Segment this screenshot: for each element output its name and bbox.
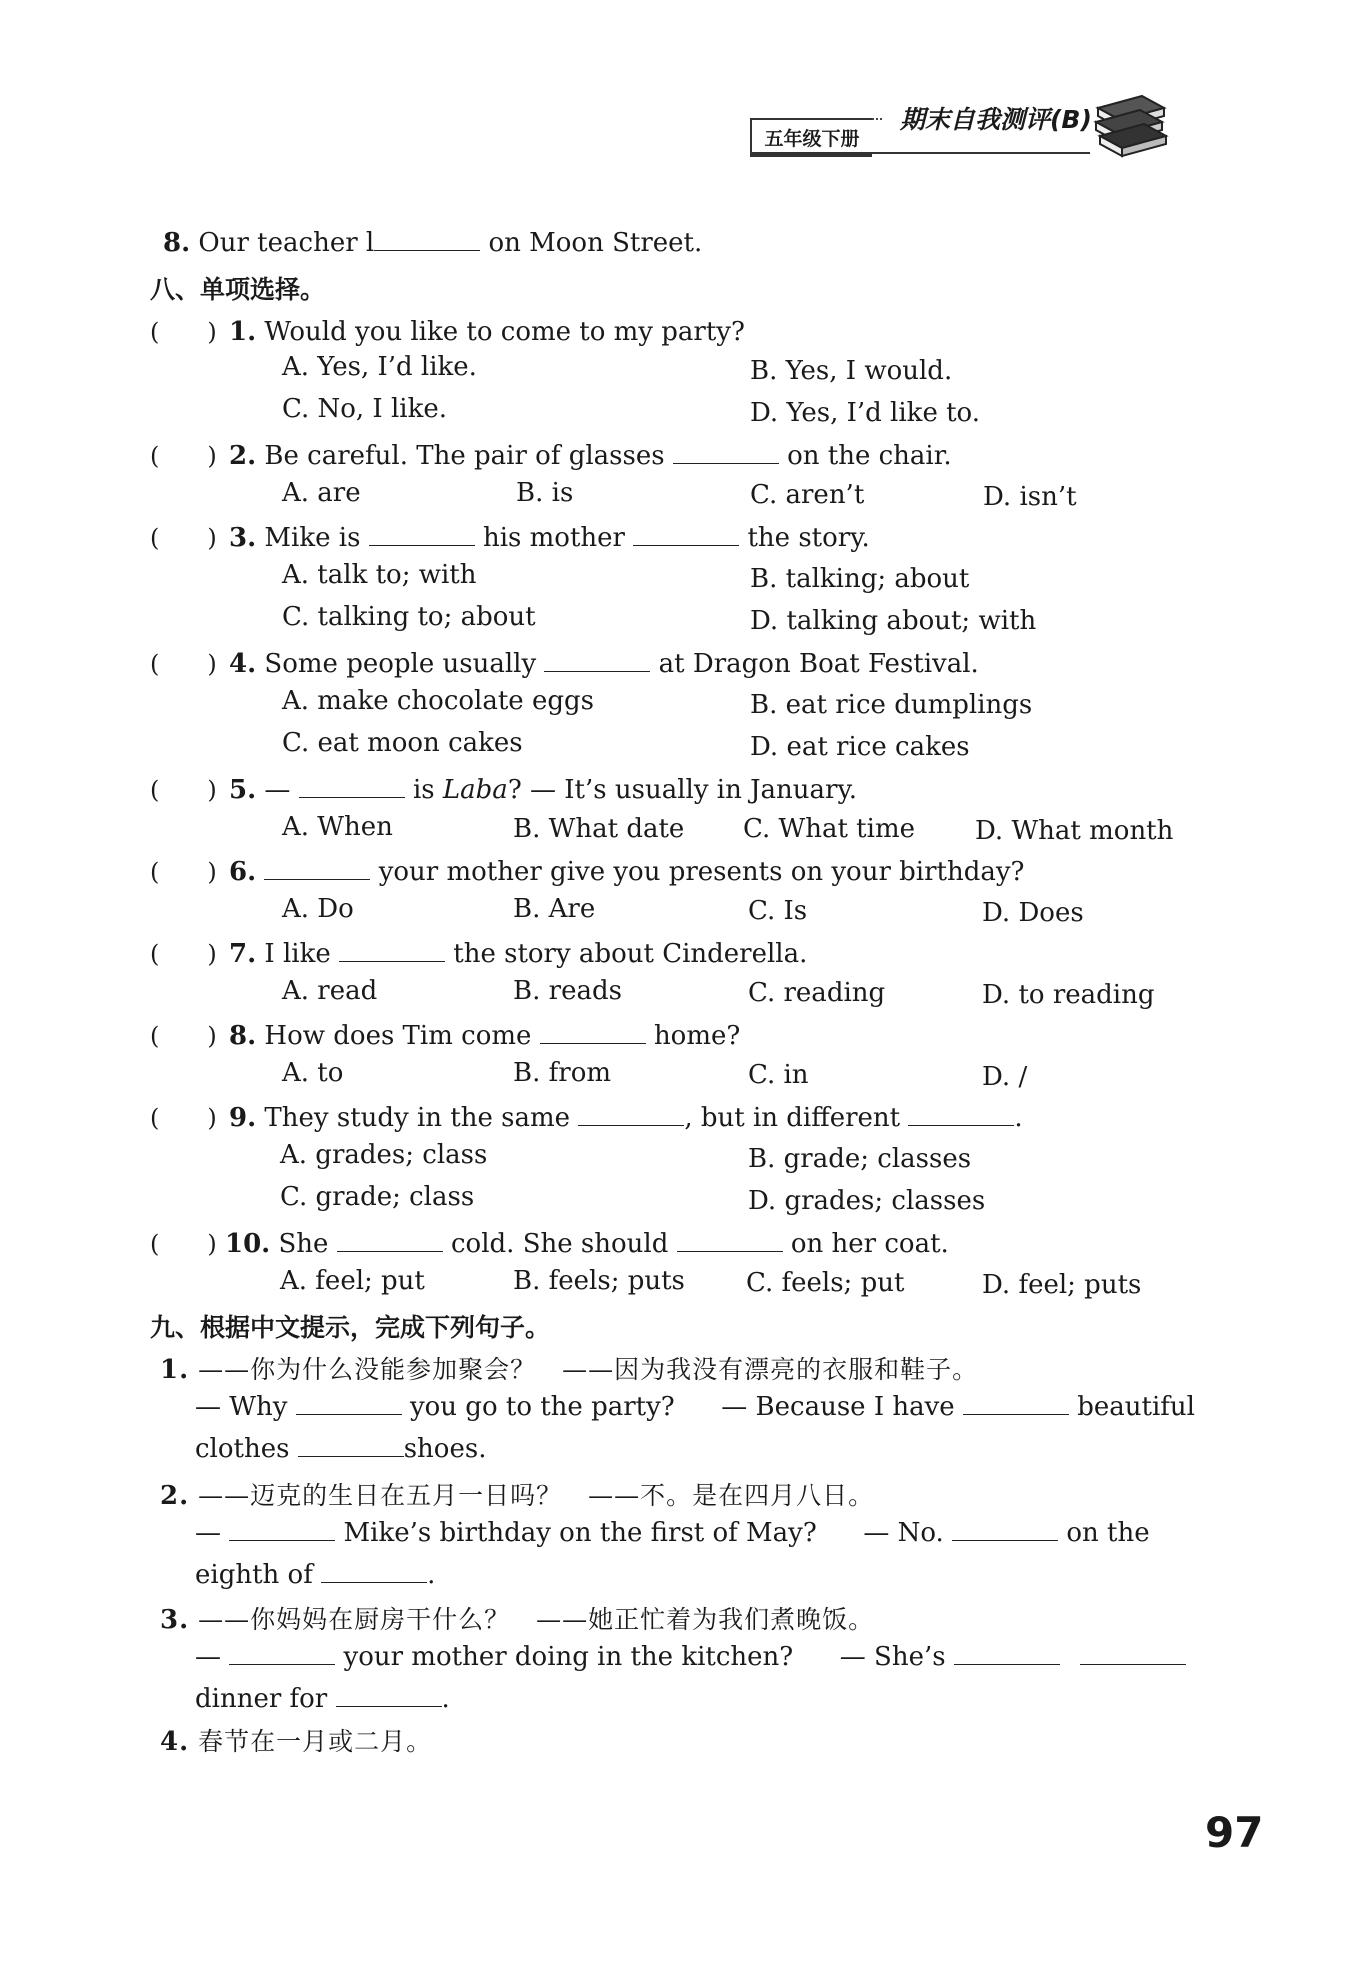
line-text-b: . bbox=[427, 1560, 436, 1590]
option-b[interactable]: B. Are bbox=[513, 894, 596, 924]
question-7 bbox=[150, 934, 807, 969]
answer-blank[interactable] bbox=[339, 939, 445, 962]
answer-blank[interactable] bbox=[337, 1229, 443, 1252]
option-a[interactable]: A. When bbox=[282, 812, 393, 842]
line-text-a: — bbox=[195, 1642, 221, 1672]
translate-item-1-line1 bbox=[195, 1392, 1195, 1422]
question-stem-b: , but in different bbox=[684, 1103, 901, 1133]
answer-blank[interactable] bbox=[540, 1021, 646, 1044]
question-stem-a: I like bbox=[264, 939, 331, 969]
option-d[interactable]: D. Yes, I’d like to. bbox=[750, 398, 981, 428]
answer-paren[interactable]: ( ) bbox=[150, 442, 217, 470]
line-text-c: — She’s bbox=[839, 1642, 946, 1672]
chinese-prompt: ——你妈妈在厨房干什么？ ——她正忙着为我们煮晚饭。 bbox=[198, 1605, 875, 1634]
answer-blank[interactable] bbox=[321, 1560, 427, 1583]
answer-blank[interactable] bbox=[298, 1434, 404, 1457]
question-stem-c: the story. bbox=[747, 523, 870, 553]
line-text-a: clothes bbox=[195, 1434, 290, 1464]
option-a[interactable]: A. Do bbox=[282, 894, 354, 924]
item-text-a: Our teacher l bbox=[198, 228, 375, 258]
answer-paren[interactable]: ( ) bbox=[150, 1104, 217, 1132]
option-c[interactable]: C. reading bbox=[748, 978, 886, 1008]
question-number: 4. bbox=[229, 649, 257, 679]
question-stem-b: is bbox=[412, 775, 435, 805]
answer-blank[interactable] bbox=[673, 441, 779, 464]
option-d[interactable]: D. / bbox=[982, 1062, 1028, 1092]
option-c[interactable]: C. eat moon cakes bbox=[282, 728, 523, 758]
chinese-prompt: 春节在一月或二月。 bbox=[198, 1727, 433, 1756]
option-d[interactable]: D. isn’t bbox=[983, 482, 1077, 512]
question-1 bbox=[150, 312, 745, 347]
question-number: 9. bbox=[229, 1103, 257, 1133]
line-text-c: — Because I have bbox=[721, 1392, 955, 1422]
option-a[interactable]: A. grades; class bbox=[280, 1140, 488, 1170]
item-number: 4. bbox=[160, 1727, 190, 1757]
answer-paren[interactable]: ( ) bbox=[150, 776, 217, 804]
question-9 bbox=[150, 1098, 1023, 1133]
answer-blank[interactable] bbox=[963, 1392, 1069, 1415]
translate-item-2-line2 bbox=[195, 1560, 435, 1590]
line-text-d: beautiful bbox=[1077, 1392, 1195, 1422]
option-d[interactable]: D. eat rice cakes bbox=[750, 732, 970, 762]
option-b[interactable]: B. talking; about bbox=[750, 564, 970, 594]
answer-blank[interactable] bbox=[374, 228, 480, 251]
option-d[interactable]: D. Does bbox=[982, 898, 1084, 928]
answer-blank[interactable] bbox=[1080, 1642, 1186, 1665]
translate-item-3-line1 bbox=[195, 1642, 1186, 1672]
question-number: 10. bbox=[225, 1229, 271, 1259]
line-text-a: — bbox=[195, 1518, 221, 1548]
answer-blank[interactable] bbox=[908, 1103, 1014, 1126]
option-c[interactable]: C. Is bbox=[748, 896, 808, 926]
option-c[interactable]: C. What time bbox=[743, 814, 915, 844]
item-number: 3. bbox=[160, 1605, 190, 1635]
question-stem-a: Some people usually bbox=[264, 649, 537, 679]
answer-paren[interactable]: ( ) bbox=[150, 524, 217, 552]
question-number: 6. bbox=[229, 857, 257, 887]
question-stem-b: home? bbox=[653, 1021, 741, 1051]
option-b[interactable]: B. What date bbox=[513, 814, 685, 844]
translate-item-2-chinese bbox=[160, 1476, 874, 1512]
option-c[interactable]: C. in bbox=[748, 1060, 809, 1090]
line-text-b: your mother doing in the kitchen? bbox=[343, 1642, 794, 1672]
page-number: 97 bbox=[1205, 1808, 1264, 1857]
question-stem: Would you like to come to my party? bbox=[264, 317, 745, 347]
item-number: 8. bbox=[163, 228, 191, 258]
option-a[interactable]: A. read bbox=[282, 976, 378, 1006]
line-text-d: on the bbox=[1066, 1518, 1150, 1548]
line-text-a: dinner for bbox=[195, 1684, 328, 1714]
option-b[interactable]: B. eat rice dumplings bbox=[750, 690, 1033, 720]
answer-blank[interactable] bbox=[336, 1684, 442, 1707]
books-icon bbox=[1090, 88, 1170, 164]
fill-item-8 bbox=[163, 228, 702, 258]
section-heading-translate: 九、根据中文提示，完成下列句子。 bbox=[150, 1313, 551, 1342]
question-number: 8. bbox=[229, 1021, 257, 1051]
question-number: 3. bbox=[229, 523, 257, 553]
question-stem-a: She bbox=[278, 1229, 329, 1259]
answer-paren[interactable]: ( ) bbox=[150, 318, 217, 346]
question-number: 5. bbox=[229, 775, 257, 805]
answer-blank[interactable] bbox=[369, 523, 475, 546]
question-4 bbox=[150, 644, 979, 679]
line-text-b: you go to the party? bbox=[409, 1392, 675, 1422]
question-stem-b: cold. She should bbox=[450, 1229, 669, 1259]
question-stem-a: Mike is bbox=[264, 523, 361, 553]
section-heading-choice: 八、单项选择。 bbox=[150, 275, 326, 304]
question-stem-b: his mother bbox=[482, 523, 625, 553]
question-stem-b: the story about Cinderella. bbox=[453, 939, 808, 969]
question-2 bbox=[150, 436, 952, 471]
answer-blank[interactable] bbox=[578, 1103, 684, 1126]
option-a[interactable]: A. make chocolate eggs bbox=[282, 686, 594, 716]
option-a[interactable]: A. to bbox=[282, 1058, 344, 1088]
answer-paren[interactable]: ( ) bbox=[150, 650, 217, 678]
answer-paren[interactable]: ( ) bbox=[150, 1230, 217, 1258]
option-d[interactable]: D. to reading bbox=[982, 980, 1155, 1010]
answer-paren[interactable]: ( ) bbox=[150, 1022, 217, 1050]
answer-paren[interactable]: ( ) bbox=[150, 940, 217, 968]
line-text-a: eighth of bbox=[195, 1560, 313, 1590]
chinese-prompt: ——你为什么没能参加聚会？ ——因为我没有漂亮的衣服和鞋子。 bbox=[198, 1355, 979, 1384]
item-number: 2. bbox=[160, 1481, 190, 1511]
answer-blank[interactable] bbox=[229, 1518, 335, 1541]
option-d[interactable]: D. talking about; with bbox=[750, 606, 1037, 636]
answer-blank[interactable] bbox=[633, 523, 739, 546]
grade-label: 五年级下册 bbox=[750, 118, 872, 157]
question-stem-a: Be careful. The pair of glasses bbox=[264, 441, 665, 471]
question-stem-c: ? — It’s usually in January. bbox=[507, 775, 857, 805]
question-10 bbox=[150, 1224, 949, 1259]
translate-item-2-line1 bbox=[195, 1518, 1150, 1548]
item-text-b: on Moon Street. bbox=[488, 228, 703, 258]
option-a[interactable]: A. are bbox=[282, 478, 361, 508]
option-a[interactable]: A. Yes, I’d like. bbox=[282, 352, 477, 382]
question-stem-b: on the chair. bbox=[787, 441, 952, 471]
option-b[interactable]: B. feels; puts bbox=[513, 1266, 685, 1296]
option-d[interactable]: D. grades; classes bbox=[748, 1186, 986, 1216]
line-text-b: . bbox=[441, 1684, 450, 1714]
translate-item-1-chinese bbox=[160, 1350, 978, 1386]
line-text-c: — No. bbox=[863, 1518, 944, 1548]
answer-blank[interactable] bbox=[299, 775, 405, 798]
answer-blank[interactable] bbox=[677, 1229, 783, 1252]
option-c[interactable]: C. feels; put bbox=[746, 1268, 905, 1298]
option-b[interactable]: B. Yes, I would. bbox=[750, 356, 953, 386]
answer-blank[interactable] bbox=[952, 1518, 1058, 1541]
answer-blank[interactable] bbox=[296, 1392, 402, 1415]
question-stem-a: How does Tim come bbox=[264, 1021, 532, 1051]
header-rule bbox=[750, 152, 1090, 154]
question-number: 2. bbox=[229, 441, 257, 471]
option-d[interactable]: D. What month bbox=[975, 816, 1174, 846]
question-3 bbox=[150, 518, 870, 553]
question-8 bbox=[150, 1016, 740, 1051]
answer-blank[interactable] bbox=[544, 649, 650, 672]
option-a[interactable]: A. talk to; with bbox=[282, 560, 477, 590]
question-number: 7. bbox=[229, 939, 257, 969]
option-a[interactable]: A. feel; put bbox=[280, 1266, 425, 1296]
option-b[interactable]: B. is bbox=[516, 478, 574, 508]
question-5 bbox=[150, 770, 857, 805]
translate-item-1-line2 bbox=[195, 1434, 486, 1464]
question-stem-a: — bbox=[264, 775, 291, 805]
line-text-a: — Why bbox=[195, 1392, 288, 1422]
question-stem-a: They study in the same bbox=[264, 1103, 571, 1133]
answer-blank[interactable] bbox=[229, 1642, 335, 1665]
option-b[interactable]: B. reads bbox=[513, 976, 622, 1006]
question-stem-c: . bbox=[1014, 1103, 1023, 1133]
answer-blank[interactable] bbox=[954, 1642, 1060, 1665]
line-text-b: shoes. bbox=[403, 1434, 487, 1464]
line-text-b: Mike’s birthday on the first of May? bbox=[343, 1518, 817, 1548]
page-title: 期末自我测评(B) bbox=[900, 105, 1092, 134]
chinese-prompt: ——迈克的生日在五月一日吗？ ——不。是在四月八日。 bbox=[198, 1481, 875, 1510]
question-6 bbox=[150, 852, 1025, 887]
question-stem-c: on her coat. bbox=[790, 1229, 949, 1259]
question-stem-italic: Laba bbox=[442, 775, 508, 805]
option-c[interactable]: C. No, I like. bbox=[282, 394, 448, 424]
answer-blank[interactable] bbox=[264, 857, 370, 880]
question-stem-b: at Dragon Boat Festival. bbox=[658, 649, 979, 679]
option-c[interactable]: C. grade; class bbox=[280, 1182, 475, 1212]
option-b[interactable]: B. from bbox=[513, 1058, 611, 1088]
translate-item-3-line2 bbox=[195, 1684, 450, 1714]
translate-item-3-chinese bbox=[160, 1600, 874, 1636]
translate-item-4-chinese bbox=[160, 1722, 432, 1758]
answer-paren[interactable]: ( ) bbox=[150, 858, 217, 886]
question-number: 1. bbox=[229, 317, 257, 347]
option-d[interactable]: D. feel; puts bbox=[982, 1270, 1142, 1300]
item-number: 1. bbox=[160, 1355, 190, 1385]
option-c[interactable]: C. talking to; about bbox=[282, 602, 536, 632]
option-c[interactable]: C. aren’t bbox=[750, 480, 865, 510]
question-stem-b: your mother give you presents on your birthday? bbox=[378, 857, 1025, 887]
option-b[interactable]: B. grade; classes bbox=[748, 1144, 972, 1174]
